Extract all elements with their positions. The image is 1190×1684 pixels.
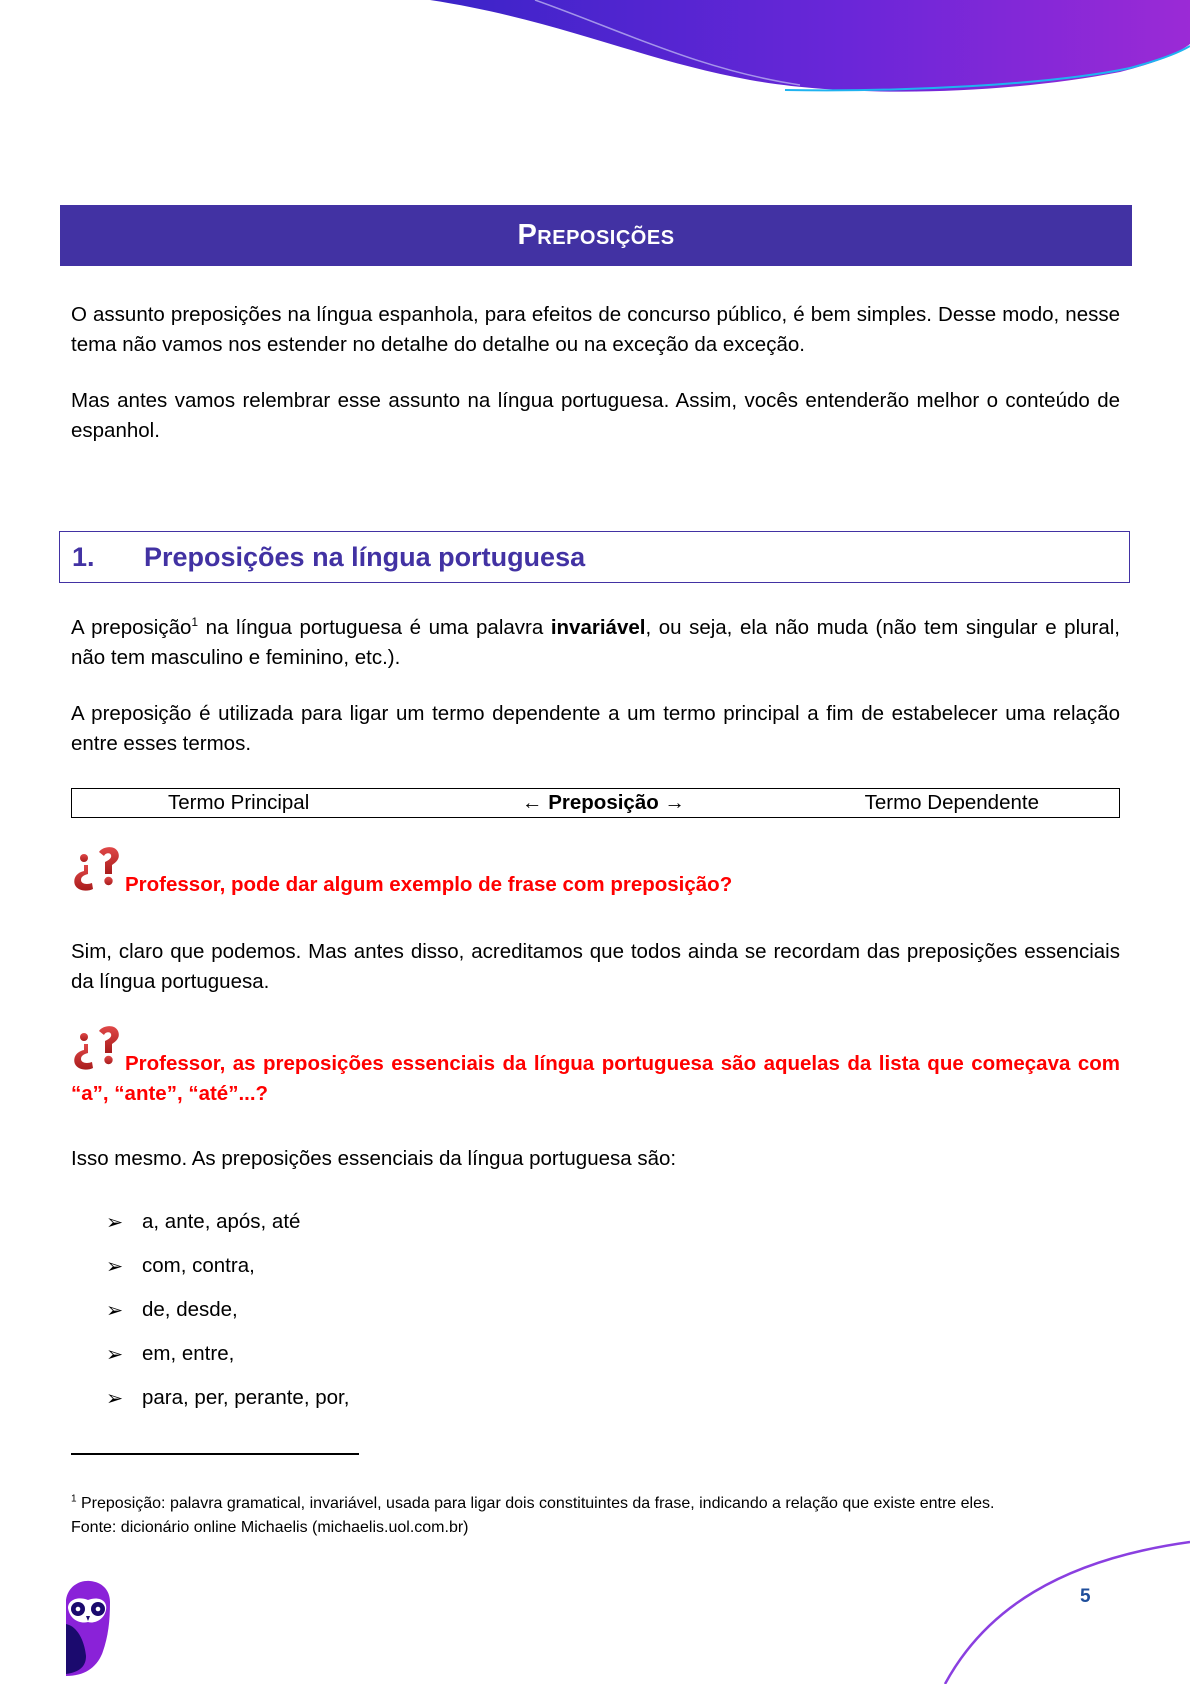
list-item — [106, 1244, 349, 1288]
answer-paragraph-2: Isso mesmo. As preposições essenciais da língua portuguesa são: — [71, 1147, 677, 1170]
owl-logo-icon — [62, 1578, 114, 1678]
list-item-text: para, per, perante, por, — [142, 1386, 350, 1409]
intro-paragraph-1: O assunto preposições na língua espanhola, para efeitos de concurso público, é bem simples. Desse modo, nesse tema não vamos nos estender no detalhe do detalhe ou na exceção da exceção. — [71, 303, 1120, 356]
arrowhead-bullet-icon: ➢ — [106, 1210, 124, 1234]
section-title: Preposições na língua portuguesa — [144, 541, 586, 572]
list-item-text: a, ante, após, até — [142, 1210, 301, 1233]
header-wave-decoration — [0, 0, 1190, 110]
page-number: 5 — [1080, 1586, 1091, 1607]
cell-preposicao — [458, 791, 748, 815]
definition-text-end: , ou seja, ela não muda (não tem singular e plural, não tem masculino e feminino, etc.). — [71, 616, 1121, 669]
definition-text-mid: na língua portuguesa é uma palavra — [198, 616, 551, 639]
preposicao-label: Preposição — [548, 791, 659, 814]
arrowhead-bullet-icon: ➢ — [106, 1386, 124, 1410]
list-item — [106, 1200, 349, 1244]
answer-paragraph-1: Sim, claro que podemos. Mas antes disso, acreditamos que todos ainda se recordam das preposições essenciais da língua portuguesa. — [71, 940, 1120, 993]
list-item — [106, 1288, 349, 1332]
definition-paragraph — [71, 613, 1120, 673]
essential-prepositions-list — [106, 1200, 349, 1420]
section-number: 1. — [72, 541, 95, 572]
chapter-title-bar — [60, 205, 1132, 266]
footnote-ref[interactable]: 1 — [191, 615, 199, 630]
definition-text-start: A preposição — [71, 616, 192, 639]
usage-paragraph: A preposição é utilizada para ligar um termo dependente a um termo principal a fim de estabelecer uma relação entre esses termos. — [71, 702, 1120, 755]
cell-termo-principal: Termo Principal — [168, 791, 310, 814]
student-question-1 — [71, 850, 1120, 900]
student-question-2 — [71, 1029, 1120, 1109]
list-item-text: de, desde, — [142, 1298, 238, 1321]
question-marks-icon — [71, 850, 125, 900]
arrowhead-bullet-icon: ➢ — [106, 1298, 124, 1322]
chapter-title: Preposições — [517, 219, 675, 251]
arrow-left-icon: ← — [522, 791, 543, 814]
question-marks-icon — [71, 1029, 125, 1079]
list-item — [106, 1376, 349, 1420]
arrowhead-bullet-icon: ➢ — [106, 1342, 124, 1366]
section-heading — [59, 531, 1130, 583]
relation-table — [71, 788, 1120, 818]
footnote-line-2: Fonte: dicionário online Michaelis (michaelis.uol.com.br) — [71, 1519, 469, 1536]
arrow-right-icon: → — [664, 791, 685, 814]
arrowhead-bullet-icon: ➢ — [106, 1254, 124, 1278]
intro-paragraph-2: Mas antes vamos relembrar esse assunto na língua portuguesa. Assim, vocês entenderão melhor o conteúdo de espanhol. — [71, 389, 1120, 442]
definition-bold-term: invariável — [550, 616, 646, 639]
question-text: Professor, pode dar algum exemplo de frase com preposição? — [125, 873, 733, 896]
footnote-line-1 — [71, 1492, 1120, 1516]
footer-arc-decoration — [0, 1520, 1190, 1684]
cell-termo-dependente: Termo Dependente — [864, 791, 1039, 814]
question-text: Professor, as preposições essenciais da língua portuguesa são aquelas da lista que começava com “a”, “ante”, “até”...? — [71, 1052, 1120, 1105]
footnote-text: Preposição: palavra gramatical, invariável, usada para ligar dois constituintes da frase, indicando a relação que existe entre eles. — [76, 1495, 995, 1512]
list-item — [106, 1332, 349, 1376]
footnote-number: 1 — [71, 1493, 77, 1505]
footnote-divider — [71, 1453, 359, 1455]
list-item-text: em, entre, — [142, 1342, 235, 1365]
list-item-text: com, contra, — [142, 1254, 255, 1277]
